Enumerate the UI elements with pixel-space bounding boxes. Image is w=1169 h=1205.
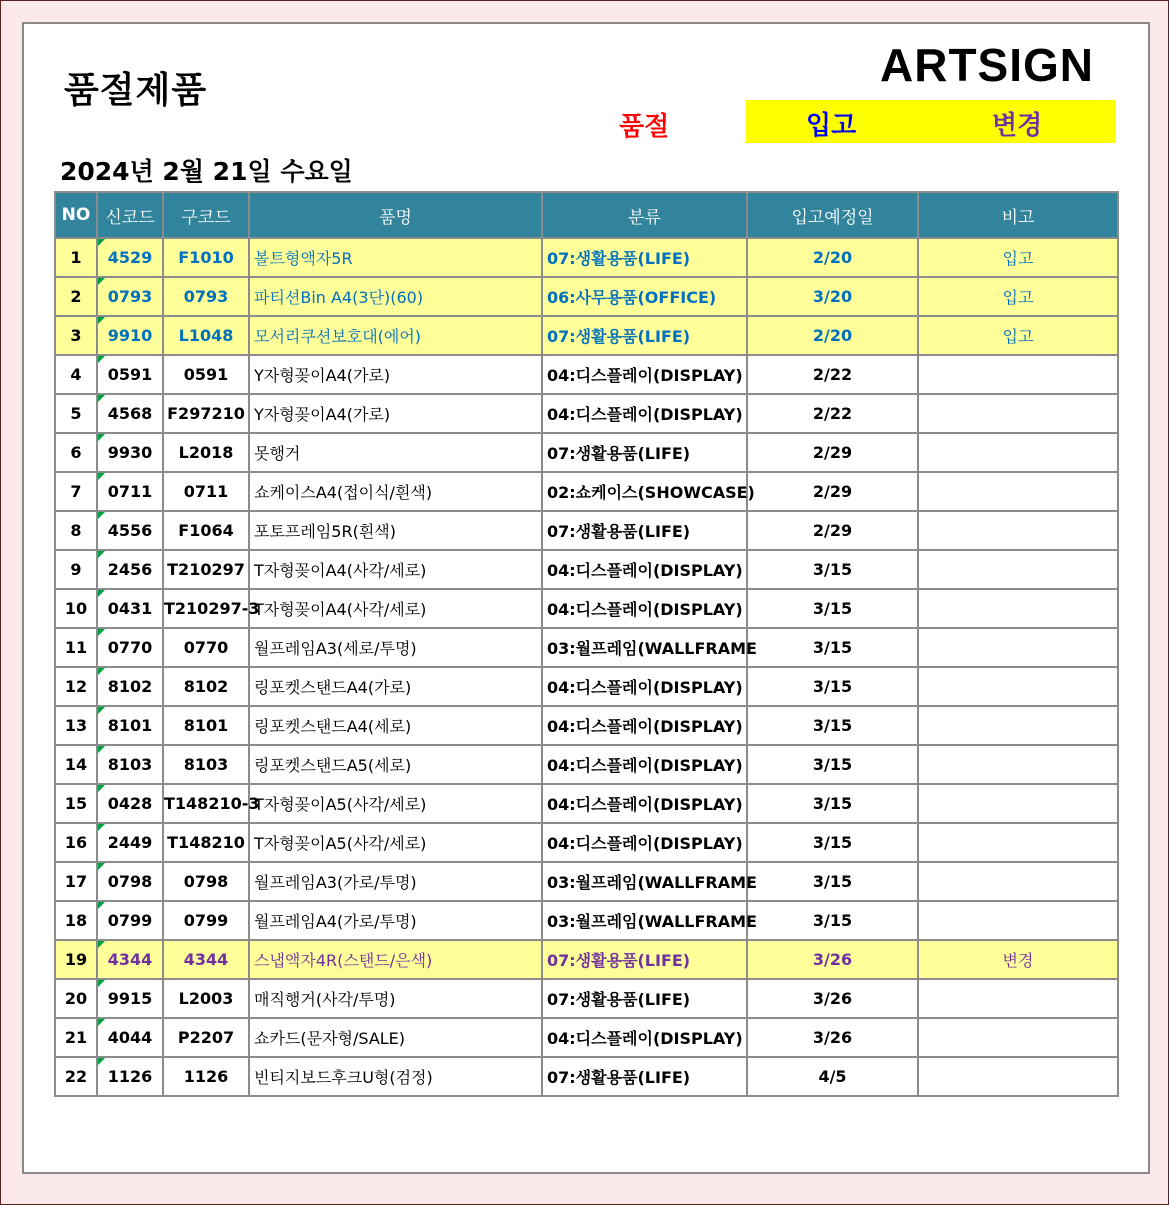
cell-item-name: 월프레임A4(가로/투명) xyxy=(249,901,542,940)
cell-new-code: 4568 xyxy=(97,394,163,433)
cell-category: 04:디스플레이(DISPLAY) xyxy=(542,745,747,784)
table-row xyxy=(55,745,1118,784)
cell-item-name: 쇼카드(문자형/SALE) xyxy=(249,1018,542,1057)
cell-note xyxy=(918,394,1118,433)
cell-note: 변경 xyxy=(918,940,1118,979)
cell-no: 20 xyxy=(55,979,97,1018)
cell-eta: 3/15 xyxy=(747,667,918,706)
cell-item-name: 모서리쿠션보호대(에어) xyxy=(249,316,542,355)
cell-note: 입고 xyxy=(918,238,1118,277)
cell-eta: 2/20 xyxy=(747,316,918,355)
table-row xyxy=(55,823,1118,862)
cell-no: 2 xyxy=(55,277,97,316)
cell-category: 07:생활용품(LIFE) xyxy=(542,511,747,550)
cell-no: 11 xyxy=(55,628,97,667)
cell-old-code: F1010 xyxy=(163,238,249,277)
cell-no: 3 xyxy=(55,316,97,355)
cell-category: 03:월프레임(WALLFRAME xyxy=(542,862,747,901)
page-title: 품절제품 xyxy=(64,70,208,111)
cell-eta: 3/15 xyxy=(747,823,918,862)
cell-old-code: 0798 xyxy=(163,862,249,901)
cell-item-name: 파티션Bin A4(3단)(60) xyxy=(249,277,542,316)
cell-note xyxy=(918,862,1118,901)
cell-new-code: 4529 xyxy=(97,238,163,277)
cell-new-code: 0798 xyxy=(97,862,163,901)
cell-eta: 3/20 xyxy=(747,277,918,316)
cell-no: 22 xyxy=(55,1057,97,1096)
cell-new-code: 1126 xyxy=(97,1057,163,1096)
cell-old-code: 1126 xyxy=(163,1057,249,1096)
cell-category: 04:디스플레이(DISPLAY) xyxy=(542,355,747,394)
cell-old-code: 4344 xyxy=(163,940,249,979)
cell-item-name: T자형꽂이A5(사각/세로) xyxy=(249,823,542,862)
cell-note xyxy=(918,979,1118,1018)
cell-no: 10 xyxy=(55,589,97,628)
table-row xyxy=(55,277,1118,316)
cell-item-name: T자형꽂이A5(사각/세로) xyxy=(249,784,542,823)
table-row xyxy=(55,706,1118,745)
cell-old-code: F297210 xyxy=(163,394,249,433)
cell-no: 16 xyxy=(55,823,97,862)
cell-new-code: 0799 xyxy=(97,901,163,940)
col-header-new-code: 신코드 xyxy=(97,192,163,238)
cell-item-name: 링포켓스탠드A4(세로) xyxy=(249,706,542,745)
soldout-table xyxy=(54,191,1119,1097)
cell-old-code: 8101 xyxy=(163,706,249,745)
cell-item-name: Y자형꽂이A4(가로) xyxy=(249,394,542,433)
cell-note xyxy=(918,901,1118,940)
cell-eta: 3/15 xyxy=(747,706,918,745)
table-row xyxy=(55,1018,1118,1057)
cell-note xyxy=(918,433,1118,472)
cell-category: 02:쇼케이스(SHOWCASE) xyxy=(542,472,747,511)
cell-new-code: 0793 xyxy=(97,277,163,316)
cell-eta: 3/15 xyxy=(747,784,918,823)
cell-category: 07:생활용품(LIFE) xyxy=(542,238,747,277)
cell-no: 21 xyxy=(55,1018,97,1057)
cell-category: 06:사무용품(OFFICE) xyxy=(542,277,747,316)
cell-no: 18 xyxy=(55,901,97,940)
brand-logo: ARTSIGN xyxy=(880,39,1094,91)
col-header-no: NO xyxy=(55,192,97,238)
cell-old-code: T210297-3 xyxy=(163,589,249,628)
cell-item-name: 매직행거(사각/투명) xyxy=(249,979,542,1018)
cell-eta: 3/15 xyxy=(747,550,918,589)
cell-note xyxy=(918,628,1118,667)
cell-note xyxy=(918,511,1118,550)
table-row xyxy=(55,316,1118,355)
legend-changed: 변경 xyxy=(992,111,1043,141)
cell-item-name: 월프레임A3(세로/투명) xyxy=(249,628,542,667)
col-header-eta: 입고예정일 xyxy=(747,192,918,238)
cell-new-code: 9910 xyxy=(97,316,163,355)
cell-item-name: 쇼케이스A4(접이식/흰색) xyxy=(249,472,542,511)
report-date: 2024년 2월 21일 수요일 xyxy=(60,157,353,186)
cell-item-name: 못행거 xyxy=(249,433,542,472)
cell-category: 07:생활용품(LIFE) xyxy=(542,316,747,355)
cell-eta: 3/26 xyxy=(747,979,918,1018)
cell-old-code: 0591 xyxy=(163,355,249,394)
cell-new-code: 2449 xyxy=(97,823,163,862)
cell-no: 5 xyxy=(55,394,97,433)
table-row xyxy=(55,940,1118,979)
cell-eta: 2/29 xyxy=(747,511,918,550)
cell-category: 03:월프레임(WALLFRAME xyxy=(542,628,747,667)
cell-old-code: 0770 xyxy=(163,628,249,667)
cell-item-name: 빈티지보드후크U형(검정) xyxy=(249,1057,542,1096)
cell-new-code: 4344 xyxy=(97,940,163,979)
cell-note: 입고 xyxy=(918,316,1118,355)
cell-note xyxy=(918,355,1118,394)
cell-eta: 3/26 xyxy=(747,1018,918,1057)
table-row xyxy=(55,667,1118,706)
cell-category: 07:생활용품(LIFE) xyxy=(542,979,747,1018)
cell-category: 07:생활용품(LIFE) xyxy=(542,940,747,979)
col-header-item-name: 품명 xyxy=(249,192,542,238)
cell-no: 13 xyxy=(55,706,97,745)
col-header-old-code: 구코드 xyxy=(163,192,249,238)
cell-item-name: 스냅액자4R(스탠드/은색) xyxy=(249,940,542,979)
cell-category: 04:디스플레이(DISPLAY) xyxy=(542,550,747,589)
table-row xyxy=(55,511,1118,550)
cell-note xyxy=(918,472,1118,511)
cell-note xyxy=(918,1018,1118,1057)
cell-new-code: 0711 xyxy=(97,472,163,511)
cell-note xyxy=(918,550,1118,589)
cell-no: 1 xyxy=(55,238,97,277)
cell-item-name: T자형꽂이A4(사각/세로) xyxy=(249,589,542,628)
table-header-row xyxy=(55,192,1118,238)
cell-item-name: 볼트형액자5R xyxy=(249,238,542,277)
table-row xyxy=(55,589,1118,628)
table-row xyxy=(55,550,1118,589)
table-row xyxy=(55,979,1118,1018)
cell-no: 12 xyxy=(55,667,97,706)
cell-new-code: 0431 xyxy=(97,589,163,628)
cell-note xyxy=(918,823,1118,862)
cell-note: 입고 xyxy=(918,277,1118,316)
cell-old-code: T148210-3 xyxy=(163,784,249,823)
cell-new-code: 8101 xyxy=(97,706,163,745)
cell-item-name: Y자형꽂이A4(가로) xyxy=(249,355,542,394)
cell-category: 04:디스플레이(DISPLAY) xyxy=(542,784,747,823)
cell-eta: 2/22 xyxy=(747,355,918,394)
cell-new-code: 0428 xyxy=(97,784,163,823)
table-row xyxy=(55,1057,1118,1096)
cell-note xyxy=(918,745,1118,784)
cell-old-code: T148210 xyxy=(163,823,249,862)
legend-box xyxy=(746,100,1116,143)
cell-eta: 3/26 xyxy=(747,940,918,979)
cell-old-code: 0793 xyxy=(163,277,249,316)
col-header-category: 분류 xyxy=(542,192,747,238)
table-row xyxy=(55,238,1118,277)
table-row xyxy=(55,355,1118,394)
cell-eta: 3/15 xyxy=(747,745,918,784)
cell-note xyxy=(918,589,1118,628)
cell-old-code: P2207 xyxy=(163,1018,249,1057)
cell-eta: 3/15 xyxy=(747,901,918,940)
cell-category: 04:디스플레이(DISPLAY) xyxy=(542,667,747,706)
cell-old-code: L2018 xyxy=(163,433,249,472)
sheet xyxy=(22,22,1150,1174)
cell-category: 07:생활용품(LIFE) xyxy=(542,433,747,472)
table-row xyxy=(55,472,1118,511)
cell-no: 6 xyxy=(55,433,97,472)
cell-new-code: 0770 xyxy=(97,628,163,667)
cell-new-code: 9915 xyxy=(97,979,163,1018)
table-row xyxy=(55,901,1118,940)
cell-old-code: 8102 xyxy=(163,667,249,706)
cell-old-code: 0711 xyxy=(163,472,249,511)
table-row xyxy=(55,433,1118,472)
legend-incoming: 입고 xyxy=(806,111,857,141)
cell-item-name: 링포켓스탠드A4(가로) xyxy=(249,667,542,706)
cell-eta: 2/22 xyxy=(747,394,918,433)
cell-eta: 2/20 xyxy=(747,238,918,277)
cell-eta: 4/5 xyxy=(747,1057,918,1096)
cell-item-name: T자형꽂이A4(사각/세로) xyxy=(249,550,542,589)
cell-category: 04:디스플레이(DISPLAY) xyxy=(542,394,747,433)
cell-new-code: 0591 xyxy=(97,355,163,394)
cell-category: 04:디스플레이(DISPLAY) xyxy=(542,823,747,862)
cell-old-code: T210297 xyxy=(163,550,249,589)
cell-category: 04:디스플레이(DISPLAY) xyxy=(542,589,747,628)
cell-no: 8 xyxy=(55,511,97,550)
cell-new-code: 4044 xyxy=(97,1018,163,1057)
cell-old-code: F1064 xyxy=(163,511,249,550)
cell-item-name: 월프레임A3(가로/투명) xyxy=(249,862,542,901)
cell-note xyxy=(918,706,1118,745)
cell-note xyxy=(918,667,1118,706)
table-row xyxy=(55,628,1118,667)
cell-category: 04:디스플레이(DISPLAY) xyxy=(542,706,747,745)
cell-new-code: 8103 xyxy=(97,745,163,784)
table-row xyxy=(55,784,1118,823)
cell-note xyxy=(918,784,1118,823)
cell-old-code: 0799 xyxy=(163,901,249,940)
cell-eta: 3/15 xyxy=(747,589,918,628)
cell-new-code: 4556 xyxy=(97,511,163,550)
cell-no: 7 xyxy=(55,472,97,511)
cell-new-code: 8102 xyxy=(97,667,163,706)
cell-category: 03:월프레임(WALLFRAME xyxy=(542,901,747,940)
cell-no: 14 xyxy=(55,745,97,784)
cell-old-code: L1048 xyxy=(163,316,249,355)
cell-no: 9 xyxy=(55,550,97,589)
table-row xyxy=(55,862,1118,901)
table-row xyxy=(55,394,1118,433)
cell-new-code: 2456 xyxy=(97,550,163,589)
cell-item-name: 포토프레임5R(흰색) xyxy=(249,511,542,550)
cell-eta: 3/15 xyxy=(747,628,918,667)
cell-item-name: 링포켓스탠드A5(세로) xyxy=(249,745,542,784)
cell-old-code: 8103 xyxy=(163,745,249,784)
cell-no: 17 xyxy=(55,862,97,901)
cell-category: 04:디스플레이(DISPLAY) xyxy=(542,1018,747,1057)
cell-eta: 3/15 xyxy=(747,862,918,901)
legend-soldout: 품절 xyxy=(619,112,670,142)
cell-new-code: 9930 xyxy=(97,433,163,472)
cell-eta: 2/29 xyxy=(747,472,918,511)
cell-no: 15 xyxy=(55,784,97,823)
cell-old-code: L2003 xyxy=(163,979,249,1018)
cell-note xyxy=(918,1057,1118,1096)
cell-category: 07:생활용품(LIFE) xyxy=(542,1057,747,1096)
cell-eta: 2/29 xyxy=(747,433,918,472)
cell-no: 19 xyxy=(55,940,97,979)
cell-no: 4 xyxy=(55,355,97,394)
col-header-note: 비고 xyxy=(918,192,1118,238)
